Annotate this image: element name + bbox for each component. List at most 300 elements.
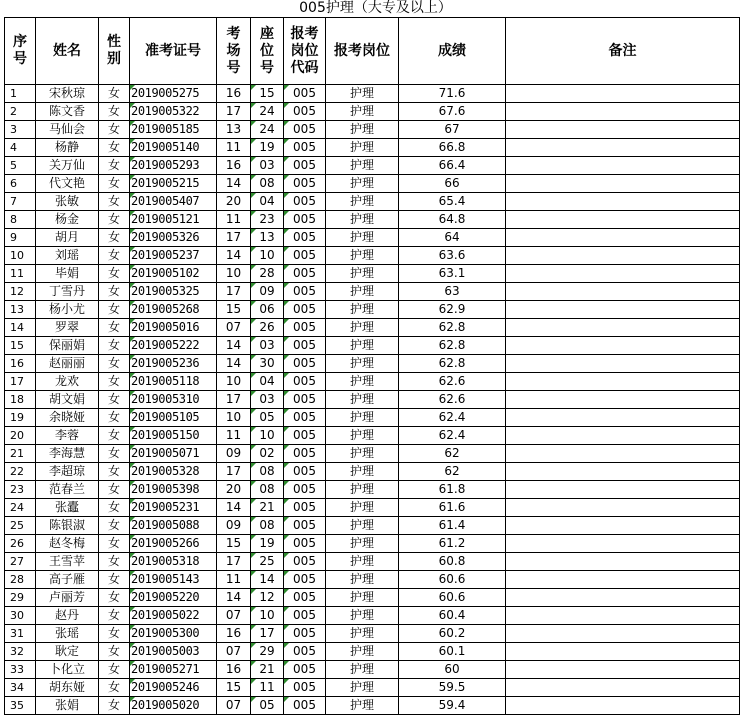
cell-remark[interactable] (506, 247, 740, 265)
cell-sex[interactable]: 女 (99, 85, 130, 103)
cell-name[interactable]: 胡月 (36, 229, 99, 247)
cell-seat[interactable]: 03 (251, 157, 284, 175)
cell-exam-id[interactable]: 2019005143 (130, 571, 217, 589)
cell-score[interactable]: 62.6 (399, 391, 506, 409)
cell-room[interactable]: 14 (217, 337, 251, 355)
cell-remark[interactable] (506, 571, 740, 589)
cell-post-code[interactable]: 005 (284, 427, 326, 445)
cell-exam-id[interactable]: 2019005271 (130, 661, 217, 679)
cell-post[interactable]: 护理 (326, 355, 399, 373)
cell-post-code[interactable]: 005 (284, 625, 326, 643)
cell-exam-id[interactable]: 2019005150 (130, 427, 217, 445)
cell-seat[interactable]: 13 (251, 229, 284, 247)
cell-room[interactable]: 16 (217, 85, 251, 103)
cell-remark[interactable] (506, 85, 740, 103)
cell-sex[interactable]: 女 (99, 445, 130, 463)
cell-score[interactable]: 63.1 (399, 265, 506, 283)
cell-post-code[interactable]: 005 (284, 391, 326, 409)
cell-sex[interactable]: 女 (99, 535, 130, 553)
cell-score[interactable]: 63 (399, 283, 506, 301)
cell-post[interactable]: 护理 (326, 337, 399, 355)
cell-score[interactable]: 62 (399, 463, 506, 481)
cell-remark[interactable] (506, 643, 740, 661)
cell-no[interactable]: 7 (5, 193, 36, 211)
cell-no[interactable]: 30 (5, 607, 36, 625)
cell-seat[interactable]: 25 (251, 553, 284, 571)
cell-sex[interactable]: 女 (99, 283, 130, 301)
cell-no[interactable]: 9 (5, 229, 36, 247)
cell-room[interactable]: 15 (217, 301, 251, 319)
cell-remark[interactable] (506, 157, 740, 175)
cell-post[interactable]: 护理 (326, 391, 399, 409)
cell-no[interactable]: 5 (5, 157, 36, 175)
cell-score[interactable]: 62 (399, 445, 506, 463)
cell-no[interactable]: 3 (5, 121, 36, 139)
cell-no[interactable]: 24 (5, 499, 36, 517)
cell-score[interactable]: 62.9 (399, 301, 506, 319)
cell-room[interactable]: 07 (217, 319, 251, 337)
cell-seat[interactable]: 04 (251, 373, 284, 391)
cell-no[interactable]: 1 (5, 85, 36, 103)
cell-post[interactable]: 护理 (326, 301, 399, 319)
cell-name[interactable]: 杨金 (36, 211, 99, 229)
cell-post-code[interactable]: 005 (284, 499, 326, 517)
cell-remark[interactable] (506, 625, 740, 643)
cell-name[interactable]: 刘瑶 (36, 247, 99, 265)
cell-score[interactable]: 62.8 (399, 355, 506, 373)
cell-no[interactable]: 29 (5, 589, 36, 607)
cell-exam-id[interactable]: 2019005140 (130, 139, 217, 157)
cell-score[interactable]: 64.8 (399, 211, 506, 229)
cell-post[interactable]: 护理 (326, 445, 399, 463)
cell-sex[interactable]: 女 (99, 571, 130, 589)
cell-post-code[interactable]: 005 (284, 103, 326, 121)
cell-exam-id[interactable]: 2019005293 (130, 157, 217, 175)
cell-remark[interactable] (506, 481, 740, 499)
cell-post[interactable]: 护理 (326, 211, 399, 229)
cell-room[interactable]: 07 (217, 607, 251, 625)
cell-exam-id[interactable]: 2019005102 (130, 265, 217, 283)
cell-exam-id[interactable]: 2019005088 (130, 517, 217, 535)
cell-name[interactable]: 张蠹 (36, 499, 99, 517)
cell-sex[interactable]: 女 (99, 175, 130, 193)
cell-sex[interactable]: 女 (99, 463, 130, 481)
cell-exam-id[interactable]: 2019005246 (130, 679, 217, 697)
cell-room[interactable]: 11 (217, 139, 251, 157)
cell-exam-id[interactable]: 2019005237 (130, 247, 217, 265)
cell-room[interactable]: 20 (217, 193, 251, 211)
cell-post[interactable]: 护理 (326, 427, 399, 445)
cell-score[interactable]: 62.8 (399, 337, 506, 355)
cell-score[interactable]: 66.8 (399, 139, 506, 157)
cell-post[interactable]: 护理 (326, 247, 399, 265)
cell-seat[interactable]: 23 (251, 211, 284, 229)
cell-sex[interactable]: 女 (99, 247, 130, 265)
cell-room[interactable]: 15 (217, 535, 251, 553)
cell-name[interactable]: 丁雪丹 (36, 283, 99, 301)
cell-seat[interactable]: 08 (251, 517, 284, 535)
cell-sex[interactable]: 女 (99, 589, 130, 607)
cell-score[interactable]: 65.4 (399, 193, 506, 211)
cell-exam-id[interactable]: 2019005326 (130, 229, 217, 247)
cell-name[interactable]: 张娟 (36, 697, 99, 715)
cell-room[interactable]: 11 (217, 211, 251, 229)
cell-score[interactable]: 60.2 (399, 625, 506, 643)
cell-sex[interactable]: 女 (99, 211, 130, 229)
cell-seat[interactable]: 06 (251, 301, 284, 319)
cell-name[interactable]: 保丽娟 (36, 337, 99, 355)
cell-room[interactable]: 10 (217, 409, 251, 427)
cell-post[interactable]: 护理 (326, 139, 399, 157)
cell-remark[interactable] (506, 409, 740, 427)
cell-score[interactable]: 62.8 (399, 319, 506, 337)
cell-score[interactable]: 60.1 (399, 643, 506, 661)
cell-remark[interactable] (506, 535, 740, 553)
cell-room[interactable]: 17 (217, 553, 251, 571)
cell-name[interactable]: 余晓娅 (36, 409, 99, 427)
cell-name[interactable]: 宋秋琼 (36, 85, 99, 103)
cell-sex[interactable]: 女 (99, 607, 130, 625)
cell-name[interactable]: 马仙会 (36, 121, 99, 139)
cell-score[interactable]: 67.6 (399, 103, 506, 121)
cell-exam-id[interactable]: 2019005266 (130, 535, 217, 553)
cell-post[interactable]: 护理 (326, 103, 399, 121)
cell-post-code[interactable]: 005 (284, 373, 326, 391)
cell-post[interactable]: 护理 (326, 283, 399, 301)
cell-post[interactable]: 护理 (326, 589, 399, 607)
cell-exam-id[interactable]: 2019005231 (130, 499, 217, 517)
cell-remark[interactable] (506, 607, 740, 625)
cell-seat[interactable]: 21 (251, 661, 284, 679)
cell-exam-id[interactable]: 2019005300 (130, 625, 217, 643)
cell-score[interactable]: 59.5 (399, 679, 506, 697)
cell-remark[interactable] (506, 355, 740, 373)
cell-no[interactable]: 15 (5, 337, 36, 355)
cell-post[interactable]: 护理 (326, 229, 399, 247)
cell-name[interactable]: 卜化立 (36, 661, 99, 679)
cell-post-code[interactable]: 005 (284, 661, 326, 679)
cell-seat[interactable]: 05 (251, 409, 284, 427)
cell-remark[interactable] (506, 373, 740, 391)
cell-name[interactable]: 陈银淑 (36, 517, 99, 535)
cell-score[interactable]: 60.6 (399, 589, 506, 607)
cell-no[interactable]: 25 (5, 517, 36, 535)
cell-exam-id[interactable]: 2019005322 (130, 103, 217, 121)
cell-post-code[interactable]: 005 (284, 247, 326, 265)
cell-post[interactable]: 护理 (326, 265, 399, 283)
cell-name[interactable]: 李海慧 (36, 445, 99, 463)
cell-room[interactable]: 16 (217, 157, 251, 175)
cell-name[interactable]: 王雪苹 (36, 553, 99, 571)
cell-sex[interactable]: 女 (99, 499, 130, 517)
cell-no[interactable]: 21 (5, 445, 36, 463)
cell-no[interactable]: 32 (5, 643, 36, 661)
cell-post[interactable]: 护理 (326, 481, 399, 499)
cell-exam-id[interactable]: 2019005236 (130, 355, 217, 373)
cell-post-code[interactable]: 005 (284, 409, 326, 427)
cell-no[interactable]: 33 (5, 661, 36, 679)
cell-seat[interactable]: 19 (251, 535, 284, 553)
cell-room[interactable]: 14 (217, 355, 251, 373)
cell-exam-id[interactable]: 2019005003 (130, 643, 217, 661)
cell-exam-id[interactable]: 2019005016 (130, 319, 217, 337)
cell-remark[interactable] (506, 103, 740, 121)
cell-exam-id[interactable]: 2019005118 (130, 373, 217, 391)
cell-room[interactable]: 14 (217, 499, 251, 517)
cell-room[interactable]: 14 (217, 589, 251, 607)
cell-no[interactable]: 2 (5, 103, 36, 121)
cell-remark[interactable] (506, 193, 740, 211)
cell-exam-id[interactable]: 2019005215 (130, 175, 217, 193)
cell-remark[interactable] (506, 517, 740, 535)
cell-post[interactable]: 护理 (326, 85, 399, 103)
cell-post-code[interactable]: 005 (284, 319, 326, 337)
cell-post-code[interactable]: 005 (284, 643, 326, 661)
cell-post[interactable]: 护理 (326, 643, 399, 661)
cell-room[interactable]: 15 (217, 679, 251, 697)
cell-post[interactable]: 护理 (326, 679, 399, 697)
cell-seat[interactable]: 09 (251, 283, 284, 301)
cell-exam-id[interactable]: 2019005310 (130, 391, 217, 409)
cell-sex[interactable]: 女 (99, 157, 130, 175)
cell-room[interactable]: 11 (217, 571, 251, 589)
cell-exam-id[interactable]: 2019005328 (130, 463, 217, 481)
cell-post-code[interactable]: 005 (284, 481, 326, 499)
cell-post-code[interactable]: 005 (284, 535, 326, 553)
cell-exam-id[interactable]: 2019005022 (130, 607, 217, 625)
cell-seat[interactable]: 08 (251, 481, 284, 499)
cell-score[interactable]: 60.8 (399, 553, 506, 571)
cell-room[interactable]: 16 (217, 661, 251, 679)
cell-post-code[interactable]: 005 (284, 553, 326, 571)
cell-exam-id[interactable]: 2019005071 (130, 445, 217, 463)
cell-score[interactable]: 62.6 (399, 373, 506, 391)
cell-remark[interactable] (506, 391, 740, 409)
cell-exam-id[interactable]: 2019005105 (130, 409, 217, 427)
cell-exam-id[interactable]: 2019005020 (130, 697, 217, 715)
cell-sex[interactable]: 女 (99, 481, 130, 499)
cell-room[interactable]: 14 (217, 247, 251, 265)
cell-exam-id[interactable]: 2019005325 (130, 283, 217, 301)
cell-exam-id[interactable]: 2019005275 (130, 85, 217, 103)
cell-no[interactable]: 27 (5, 553, 36, 571)
cell-no[interactable]: 35 (5, 697, 36, 715)
cell-seat[interactable]: 08 (251, 175, 284, 193)
cell-post[interactable]: 护理 (326, 121, 399, 139)
cell-post[interactable]: 护理 (326, 193, 399, 211)
cell-name[interactable]: 赵冬梅 (36, 535, 99, 553)
cell-seat[interactable]: 10 (251, 607, 284, 625)
cell-sex[interactable]: 女 (99, 103, 130, 121)
cell-room[interactable]: 09 (217, 445, 251, 463)
cell-post-code[interactable]: 005 (284, 445, 326, 463)
cell-no[interactable]: 4 (5, 139, 36, 157)
cell-seat[interactable]: 05 (251, 697, 284, 715)
cell-name[interactable]: 关万仙 (36, 157, 99, 175)
cell-exam-id[interactable]: 2019005185 (130, 121, 217, 139)
cell-name[interactable]: 赵丹 (36, 607, 99, 625)
cell-no[interactable]: 28 (5, 571, 36, 589)
cell-remark[interactable] (506, 211, 740, 229)
cell-seat[interactable]: 19 (251, 139, 284, 157)
cell-post[interactable]: 护理 (326, 175, 399, 193)
cell-no[interactable]: 18 (5, 391, 36, 409)
cell-room[interactable]: 13 (217, 121, 251, 139)
cell-name[interactable]: 胡文娟 (36, 391, 99, 409)
cell-post-code[interactable]: 005 (284, 283, 326, 301)
cell-post-code[interactable]: 005 (284, 265, 326, 283)
cell-remark[interactable] (506, 283, 740, 301)
cell-post[interactable]: 护理 (326, 553, 399, 571)
cell-name[interactable]: 毕娟 (36, 265, 99, 283)
cell-score[interactable]: 64 (399, 229, 506, 247)
cell-sex[interactable]: 女 (99, 265, 130, 283)
cell-sex[interactable]: 女 (99, 337, 130, 355)
cell-name[interactable]: 胡东娅 (36, 679, 99, 697)
cell-sex[interactable]: 女 (99, 193, 130, 211)
cell-post-code[interactable]: 005 (284, 229, 326, 247)
cell-post-code[interactable]: 005 (284, 355, 326, 373)
cell-post-code[interactable]: 005 (284, 175, 326, 193)
cell-seat[interactable]: 10 (251, 427, 284, 445)
cell-score[interactable]: 61.4 (399, 517, 506, 535)
cell-seat[interactable]: 14 (251, 571, 284, 589)
cell-name[interactable]: 代文艳 (36, 175, 99, 193)
cell-post[interactable]: 护理 (326, 571, 399, 589)
cell-remark[interactable] (506, 697, 740, 715)
cell-name[interactable]: 陈文香 (36, 103, 99, 121)
cell-score[interactable]: 62.4 (399, 427, 506, 445)
cell-room[interactable]: 07 (217, 643, 251, 661)
cell-name[interactable]: 杨小尤 (36, 301, 99, 319)
cell-sex[interactable]: 女 (99, 355, 130, 373)
cell-remark[interactable] (506, 229, 740, 247)
cell-score[interactable]: 60.6 (399, 571, 506, 589)
cell-sex[interactable]: 女 (99, 697, 130, 715)
cell-post-code[interactable]: 005 (284, 121, 326, 139)
cell-no[interactable]: 12 (5, 283, 36, 301)
cell-no[interactable]: 34 (5, 679, 36, 697)
cell-no[interactable]: 31 (5, 625, 36, 643)
cell-score[interactable]: 61.2 (399, 535, 506, 553)
cell-no[interactable]: 11 (5, 265, 36, 283)
cell-no[interactable]: 26 (5, 535, 36, 553)
cell-seat[interactable]: 28 (251, 265, 284, 283)
cell-post-code[interactable]: 005 (284, 301, 326, 319)
cell-post[interactable]: 护理 (326, 535, 399, 553)
cell-seat[interactable]: 03 (251, 337, 284, 355)
cell-exam-id[interactable]: 2019005121 (130, 211, 217, 229)
cell-seat[interactable]: 02 (251, 445, 284, 463)
cell-post[interactable]: 护理 (326, 409, 399, 427)
cell-seat[interactable]: 26 (251, 319, 284, 337)
cell-room[interactable]: 17 (217, 391, 251, 409)
cell-no[interactable]: 20 (5, 427, 36, 445)
cell-room[interactable]: 17 (217, 283, 251, 301)
cell-post[interactable]: 护理 (326, 319, 399, 337)
cell-no[interactable]: 17 (5, 373, 36, 391)
cell-seat[interactable]: 08 (251, 463, 284, 481)
cell-name[interactable]: 张敏 (36, 193, 99, 211)
cell-remark[interactable] (506, 301, 740, 319)
cell-room[interactable]: 10 (217, 265, 251, 283)
cell-seat[interactable]: 11 (251, 679, 284, 697)
cell-post-code[interactable]: 005 (284, 589, 326, 607)
cell-sex[interactable]: 女 (99, 391, 130, 409)
cell-score[interactable]: 62.4 (399, 409, 506, 427)
cell-sex[interactable]: 女 (99, 625, 130, 643)
cell-remark[interactable] (506, 445, 740, 463)
cell-score[interactable]: 61.6 (399, 499, 506, 517)
cell-remark[interactable] (506, 265, 740, 283)
cell-post[interactable]: 护理 (326, 463, 399, 481)
cell-score[interactable]: 71.6 (399, 85, 506, 103)
cell-no[interactable]: 6 (5, 175, 36, 193)
cell-post[interactable]: 护理 (326, 499, 399, 517)
cell-remark[interactable] (506, 589, 740, 607)
cell-name[interactable]: 李超琼 (36, 463, 99, 481)
cell-no[interactable]: 8 (5, 211, 36, 229)
cell-post-code[interactable]: 005 (284, 697, 326, 715)
cell-room[interactable]: 17 (217, 229, 251, 247)
cell-seat[interactable]: 17 (251, 625, 284, 643)
cell-exam-id[interactable]: 2019005318 (130, 553, 217, 571)
cell-name[interactable]: 杨静 (36, 139, 99, 157)
cell-post[interactable]: 护理 (326, 625, 399, 643)
cell-sex[interactable]: 女 (99, 139, 130, 157)
cell-post-code[interactable]: 005 (284, 139, 326, 157)
cell-seat[interactable]: 15 (251, 85, 284, 103)
cell-post[interactable]: 护理 (326, 373, 399, 391)
cell-no[interactable]: 16 (5, 355, 36, 373)
cell-sex[interactable]: 女 (99, 643, 130, 661)
cell-remark[interactable] (506, 121, 740, 139)
cell-seat[interactable]: 30 (251, 355, 284, 373)
cell-name[interactable]: 张瑶 (36, 625, 99, 643)
cell-exam-id[interactable]: 2019005407 (130, 193, 217, 211)
cell-remark[interactable] (506, 463, 740, 481)
cell-post[interactable]: 护理 (326, 517, 399, 535)
cell-exam-id[interactable]: 2019005398 (130, 481, 217, 499)
cell-sex[interactable]: 女 (99, 679, 130, 697)
cell-no[interactable]: 19 (5, 409, 36, 427)
cell-sex[interactable]: 女 (99, 229, 130, 247)
cell-room[interactable]: 11 (217, 427, 251, 445)
cell-post[interactable]: 护理 (326, 157, 399, 175)
cell-room[interactable]: 16 (217, 625, 251, 643)
cell-post[interactable]: 护理 (326, 607, 399, 625)
cell-remark[interactable] (506, 499, 740, 517)
cell-seat[interactable]: 10 (251, 247, 284, 265)
cell-seat[interactable]: 04 (251, 193, 284, 211)
cell-sex[interactable]: 女 (99, 661, 130, 679)
cell-sex[interactable]: 女 (99, 319, 130, 337)
cell-post-code[interactable]: 005 (284, 517, 326, 535)
cell-name[interactable]: 罗翠 (36, 319, 99, 337)
cell-sex[interactable]: 女 (99, 427, 130, 445)
cell-no[interactable]: 13 (5, 301, 36, 319)
cell-score[interactable]: 60.4 (399, 607, 506, 625)
cell-name[interactable]: 卢丽芳 (36, 589, 99, 607)
cell-post-code[interactable]: 005 (284, 571, 326, 589)
cell-room[interactable]: 09 (217, 517, 251, 535)
cell-seat[interactable]: 21 (251, 499, 284, 517)
cell-remark[interactable] (506, 319, 740, 337)
cell-no[interactable]: 14 (5, 319, 36, 337)
cell-sex[interactable]: 女 (99, 373, 130, 391)
cell-remark[interactable] (506, 337, 740, 355)
cell-name[interactable]: 高子雁 (36, 571, 99, 589)
